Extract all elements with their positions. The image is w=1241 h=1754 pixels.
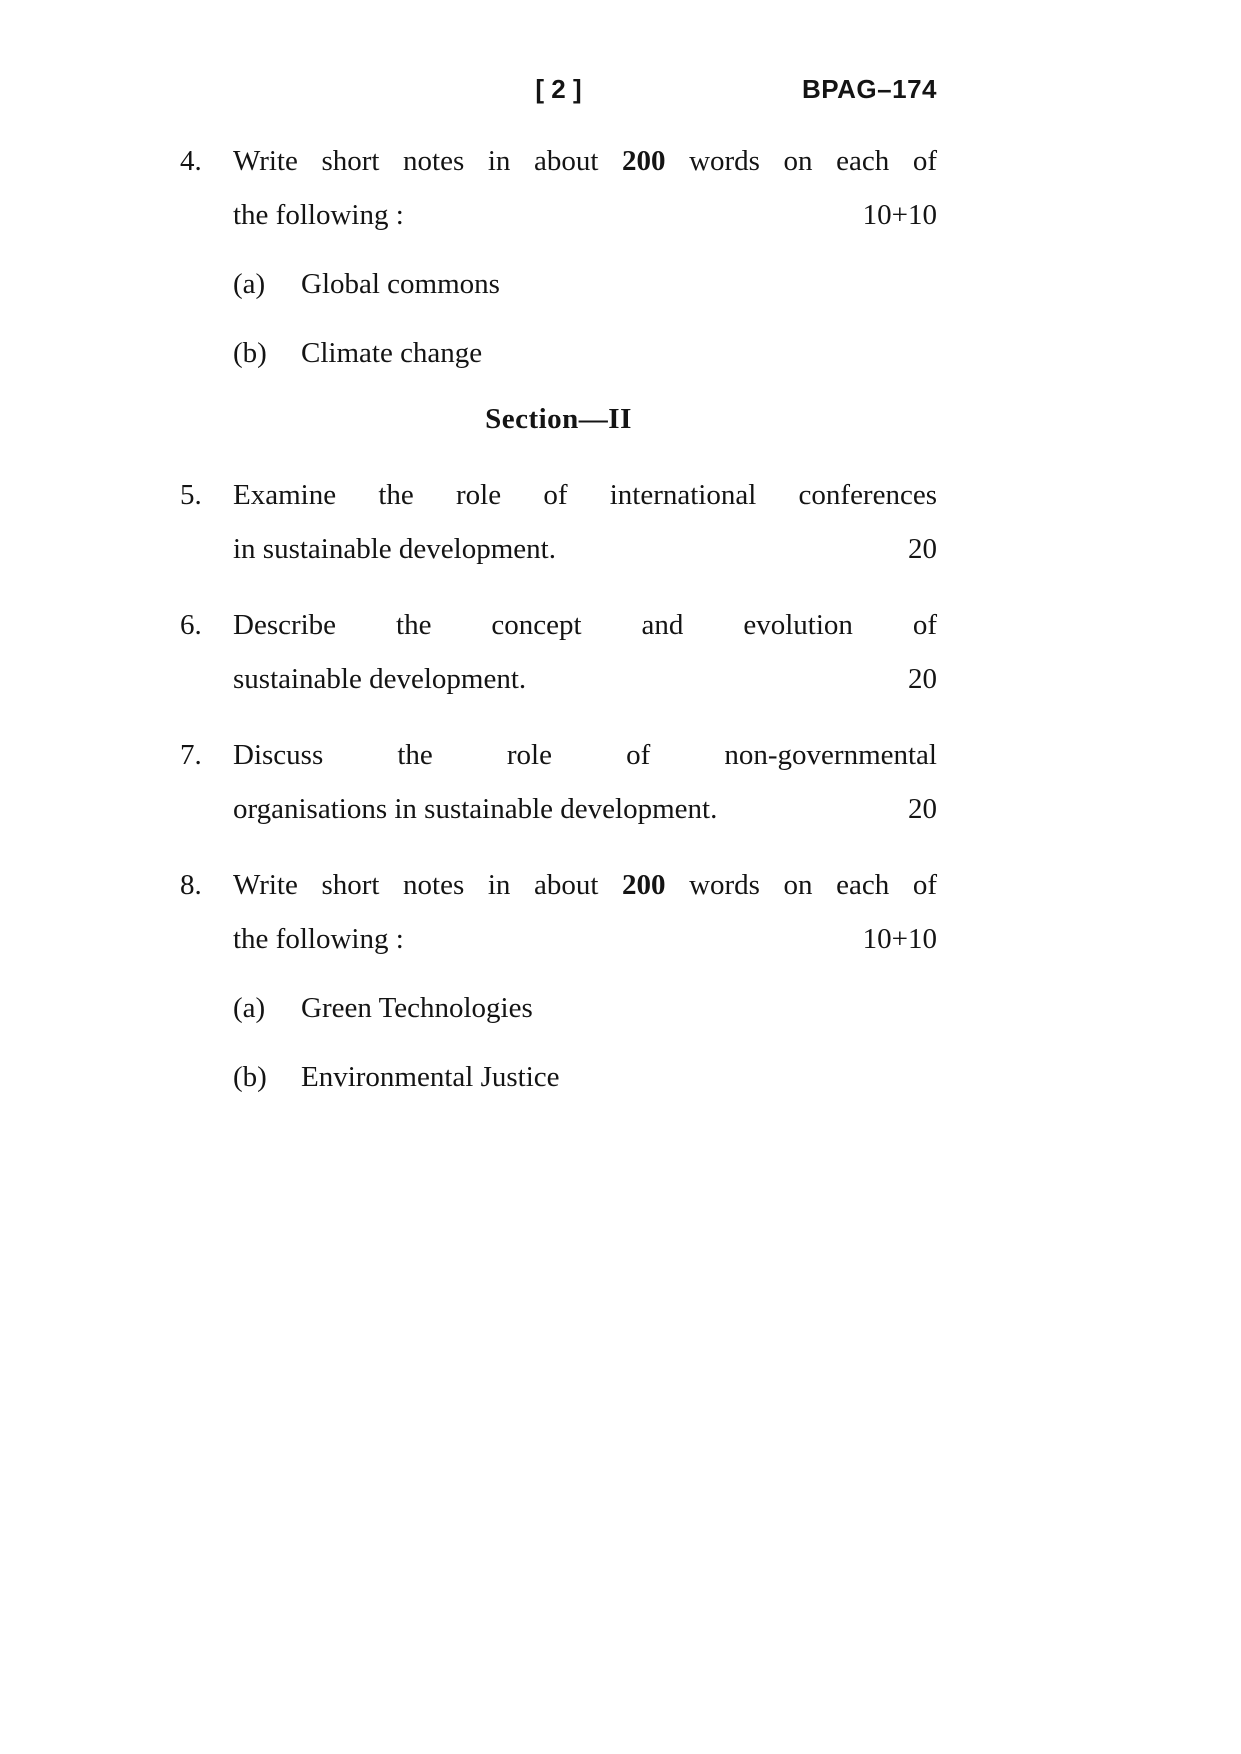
subitem-b	[233, 1050, 937, 1104]
marks-value: 20	[908, 793, 937, 825]
question-text-part: Discuss the role of non-governmental	[233, 739, 937, 771]
question-8	[180, 858, 937, 1104]
subitem-text: Climate change	[301, 337, 483, 369]
marks-value: 10+10	[862, 923, 937, 955]
question-line	[233, 912, 937, 966]
question-text-part: sustainable development.	[233, 663, 527, 695]
question-line	[233, 728, 937, 782]
question-body	[233, 468, 937, 576]
question-line	[233, 188, 937, 242]
section-heading: Section—II	[485, 403, 632, 435]
question-text-part: Write short notes in about	[233, 869, 622, 901]
question-4	[180, 134, 937, 380]
question-6	[180, 598, 937, 706]
question-line	[233, 652, 937, 706]
question-text-part: organisations in sustainable development.	[233, 793, 718, 825]
question-7	[180, 728, 937, 836]
subitem-label: (b)	[233, 337, 267, 369]
question-line	[233, 468, 937, 522]
question-text-part: Write short notes in about	[233, 145, 622, 177]
subitem-text: Global commons	[301, 268, 500, 300]
subitem-label: (a)	[233, 992, 266, 1024]
page-number: [ 2 ]	[535, 74, 582, 104]
question-line	[233, 522, 937, 576]
question-text-part: words on each of	[665, 145, 937, 177]
marks-value: 20	[908, 663, 937, 695]
question-body	[233, 858, 937, 1104]
question-line	[233, 134, 937, 188]
section-1-questions	[180, 134, 937, 380]
question-line-text	[233, 188, 404, 242]
marks-value: 10+10	[862, 199, 937, 231]
question-text-part: the following :	[233, 923, 404, 955]
question-line-text	[233, 652, 526, 706]
question-line-text	[233, 782, 717, 836]
question-number: 6.	[180, 609, 202, 641]
subitem-a	[233, 981, 937, 1035]
question-text-part: Examine the role of international conferences	[233, 479, 937, 511]
question-line	[233, 858, 937, 912]
question-number: 7.	[180, 739, 202, 771]
question-body	[233, 134, 937, 380]
question-text-part: in sustainable development.	[233, 533, 556, 565]
question-number: 4.	[180, 145, 202, 177]
question-text-part: Describe the concept and evolution of	[233, 609, 937, 641]
content-column	[180, 72, 937, 1104]
question-body	[233, 598, 937, 706]
marks-value: 20	[908, 533, 937, 565]
subitem-b	[233, 326, 937, 380]
section-2-questions	[180, 468, 937, 1104]
question-line	[233, 782, 937, 836]
question-text-part: the following :	[233, 199, 404, 231]
question-text-part: words on each of	[665, 869, 937, 901]
question-number: 5.	[180, 479, 202, 511]
emphasis-text: 200	[621, 869, 666, 901]
question-line-text	[233, 912, 404, 966]
question-5	[180, 468, 937, 576]
subitem-label: (a)	[233, 268, 266, 300]
question-number: 8.	[180, 869, 202, 901]
subitem-text: Green Technologies	[301, 992, 533, 1024]
subitem-text: Environmental Justice	[301, 1061, 560, 1093]
page-header	[180, 72, 937, 112]
emphasis-text: 200	[621, 145, 666, 177]
question-line-text	[233, 522, 556, 576]
question-line	[233, 598, 937, 652]
question-body	[233, 728, 937, 836]
subitem-label: (b)	[233, 1061, 267, 1093]
paper-code: BPAG–174	[801, 74, 937, 104]
subitem-a	[233, 257, 937, 311]
